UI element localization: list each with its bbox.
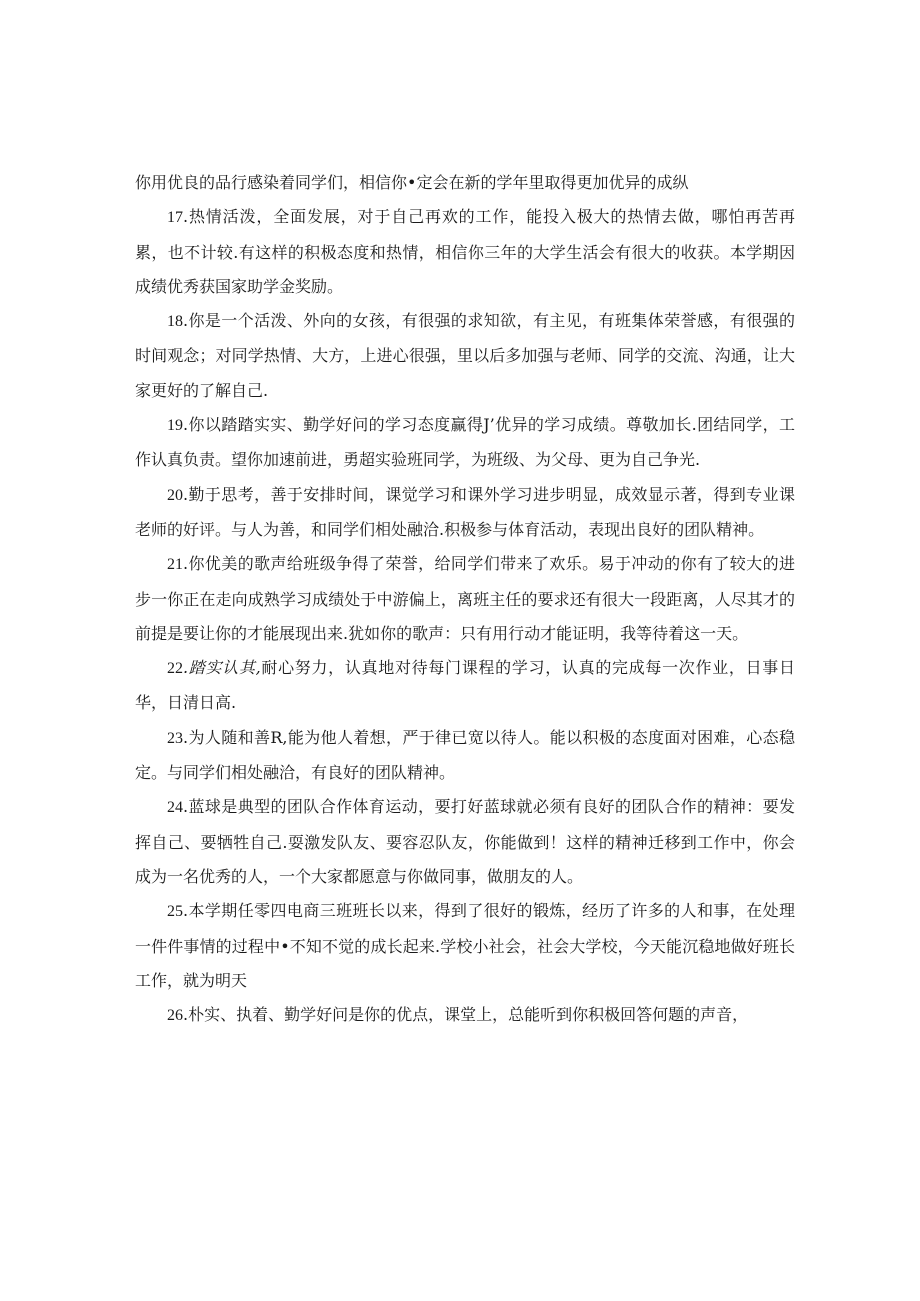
- entry-text: .蓝球是典型的团队合作体育运动，要打好蓝球就必须有良好的团队合作的精神：要发挥自己、要牺牲自己.耍激发队友、要容忍队友，你能做到！这样的精神迁移到工作中，你会成为一名优秀的人，一个大家都愿意与你做同事，做朋友的人。: [135, 797, 795, 886]
- lead-line: 你用优良的品行感染着同学们，相信你•定会在新的学年里取得更加优异的成纵: [135, 173, 689, 192]
- entry-italic-text: .踏实认其,: [183, 658, 261, 678]
- entry-21: [135, 547, 795, 651]
- entry-22: [135, 651, 795, 721]
- entry-text: .本学期任零四电商三班班长以来，得到了很好的锻炼，经历了许多的人和事，在处理一件件事情的过程中•不知不觉的成长起来.学校小社会，社会大学校，今天能沉稳地做好班长工作，就为明天: [135, 901, 795, 990]
- entry-17: [135, 200, 795, 304]
- entry-26: [135, 998, 795, 1033]
- entry-text: .为人随和善R,能为他人着想，严于律已宽以待人。能以积极的态度面对困难，心态稳定。与同学们相处融洽，有良好的团队精神。: [135, 727, 795, 783]
- entry-number: 19: [167, 417, 183, 435]
- entry-text: .勤于思考，善于安排时间，课觉学习和课外学习进步明显，成效显示著，得到专业课老师的好评。与人为善，和同学们相处融洽.积极参与体育活动，表现出良好的团队精神。: [135, 484, 795, 539]
- entry-number: 20: [167, 486, 183, 504]
- entry-19: [135, 408, 795, 478]
- document-body: [135, 166, 795, 1033]
- entry-text: .热情活泼，全面发展，对于自己再欢的工作，能投入极大的热情去做，哪怕再苦再累，也不计较.有这样的积极态度和热情，相信你三年的大学生活会有很大的收获。本学期因成绩优秀获国家助学金奖励。: [135, 207, 795, 296]
- entry-text: 耐心努力，认真地对待每门课程的学习，认真的完成每一次作业，日事日华，日清日高.: [135, 658, 795, 713]
- entry-number: 23: [167, 729, 183, 747]
- entry-number: 21: [167, 556, 183, 574]
- entry-number: 18: [167, 313, 183, 331]
- entry-number: 22: [167, 660, 183, 678]
- entry-18: [135, 304, 795, 408]
- entry-20: [135, 478, 795, 548]
- entry-number: 25: [167, 903, 183, 921]
- entry-text: .你是一个活泼、外向的女孩，有很强的求知欲，有主见，有班集体荣誉感，有很强的时间观念；对同学热情、大方，上进心很强，里以后多加强与老师、同学的交流、沟通，让大家更好的了解自己.: [135, 311, 795, 400]
- entry-23: [135, 721, 795, 791]
- entry-25: [135, 894, 795, 998]
- entry-number: 26: [167, 1007, 183, 1025]
- lead-paragraph: [135, 166, 795, 200]
- entry-number: 24: [167, 799, 183, 817]
- entry-text: .你以踏踏实实、勤学好问的学习态度赢得J’优异的学习成绩。尊敬加长.团结同学，工作认真负责。望你加速前进，勇超实验班同学，为班级、为父母、更为自己争光.: [135, 415, 795, 470]
- entry-number: 17: [167, 209, 183, 227]
- entry-text: .你优美的歌声给班级争得了荣誉，给同学们带来了欢乐。易于冲动的你有了较大的进步一你正在走向成熟学习成绩处于中游偏上，离班主任的要求还有很大一段距离，人尽其才的前提是要让你的才能展现出来.犹如你的歌声：只有用行动才能证明，我等待着这一天。: [135, 554, 795, 643]
- entry-text: .朴实、执着、勤学好问是你的优点，课堂上，总能听到你积极回答何题的声音，: [183, 1005, 749, 1025]
- entry-24: [135, 790, 795, 894]
